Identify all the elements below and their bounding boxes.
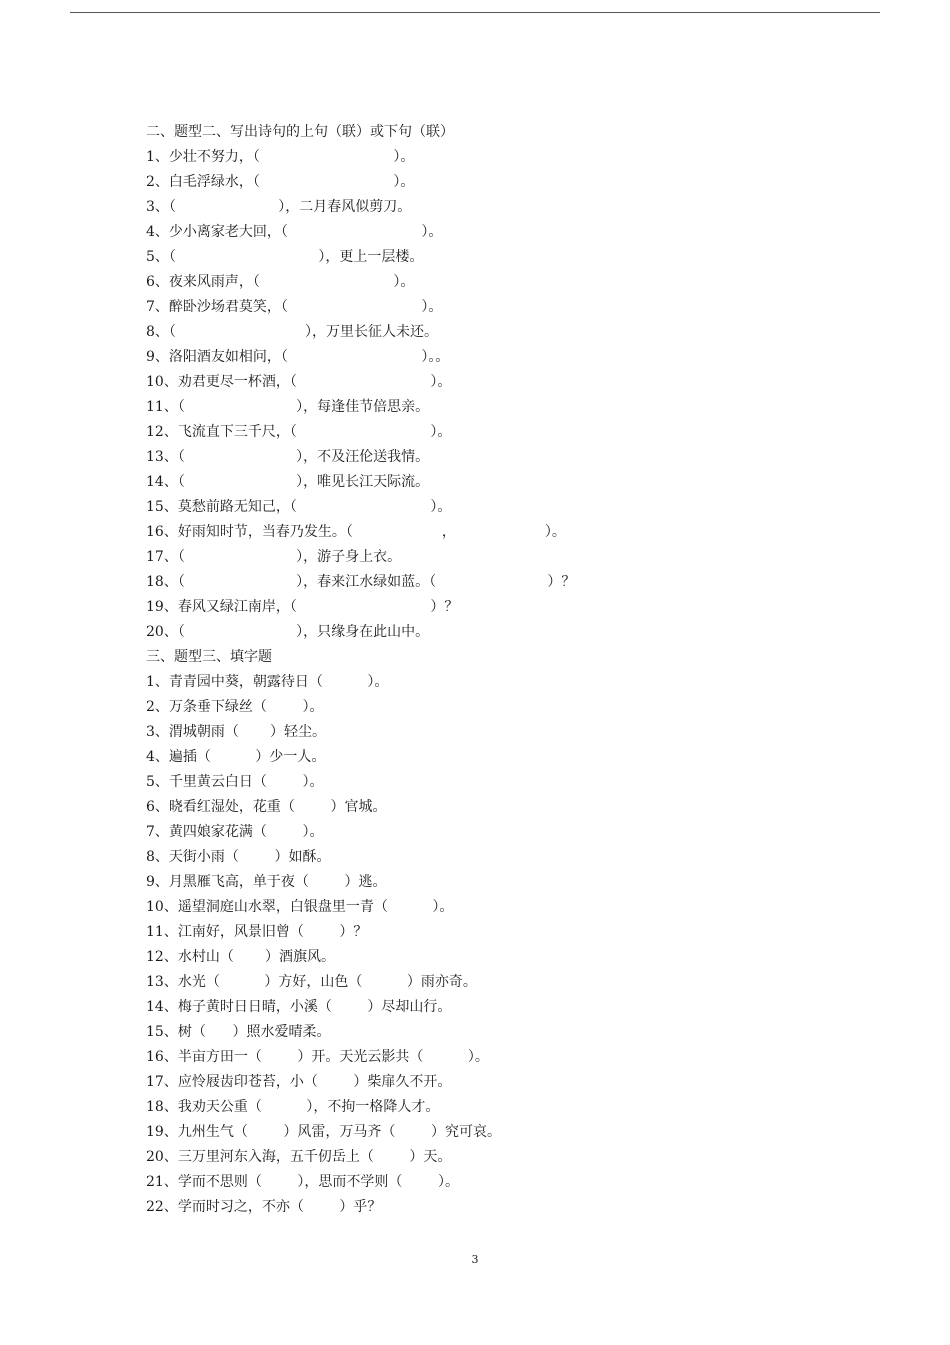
header-rule [70, 12, 880, 13]
question-item: 8、（ ），万里长征人未还。 [146, 324, 438, 340]
question-item: 5、（ ），更上一层楼。 [146, 249, 424, 265]
question-item: 16、半亩方田一（ ）开。天光云影共（ ）。 [146, 1049, 489, 1065]
question-item: 22、学而时习之，不亦（ ）乎？ [146, 1199, 382, 1215]
question-item: 4、遍插（ ）少一人。 [146, 749, 326, 765]
question-item: 1、青青园中葵，朝露待日（ ）。 [146, 674, 389, 690]
question-item: 15、莫愁前路无知己，（ ）。 [146, 499, 452, 515]
question-item: 2、万条垂下绿丝（ ）。 [146, 699, 324, 715]
question-item: 13、水光（ ）方好，山色（ ）雨亦奇。 [146, 974, 477, 990]
question-item: 17、应怜屐齿印苍苔，小（ ）柴扉久不开。 [146, 1074, 452, 1090]
section-2-items [146, 145, 866, 645]
question-item: 5、千里黄云白日（ ）。 [146, 774, 324, 790]
question-item: 17、（ ），游子身上衣。 [146, 549, 402, 565]
question-item: 19、九州生气（ ）风雷，万马齐（ ）究可哀。 [146, 1124, 502, 1140]
question-item: 1、少壮不努力，（ ）。 [146, 149, 415, 165]
question-item: 14、（ ），唯见长江天际流。 [146, 474, 430, 490]
question-item: 6、晓看红湿处，花重（ ）官城。 [146, 799, 387, 815]
question-item: 12、水村山（ ）酒旗风。 [146, 949, 335, 965]
question-item: 7、黄四娘家花满（ ）。 [146, 824, 324, 840]
question-item: 19、春风又绿江南岸，（ ）？ [146, 599, 459, 615]
question-item: 10、劝君更尽一杯酒，（ ）。 [146, 374, 452, 390]
question-item: 10、遥望洞庭山水翠，白银盘里一青（ ）。 [146, 899, 454, 915]
question-item: 15、树（ ）照水爱晴柔。 [146, 1024, 331, 1040]
question-item: 4、少小离家老大回，（ ）。 [146, 224, 443, 240]
question-item: 18、（ ），春来江水绿如蓝。（ ）？ [146, 574, 576, 590]
question-item: 3、（ ），二月春风似剪刀。 [146, 199, 412, 215]
question-item: 18、我劝天公重（ ），不拘一格降人才。 [146, 1099, 440, 1115]
section-2-title: 二、题型二、写出诗句的上句（联）或下句（联） [146, 124, 454, 140]
worksheet-content [146, 120, 866, 1220]
page-number: 3 [471, 1253, 479, 1266]
section-3-items [146, 670, 866, 1220]
section-3-title: 三、题型三、填字题 [146, 649, 272, 665]
question-item: 2、白毛浮绿水，（ ）。 [146, 174, 415, 190]
question-item: 9、洛阳酒友如相问，（ ）。。 [146, 349, 450, 365]
question-item: 14、梅子黄时日日晴，小溪（ ）尽却山行。 [146, 999, 452, 1015]
question-item: 20、（ ），只缘身在此山中。 [146, 624, 430, 640]
question-item: 11、（ ），每逢佳节倍思亲。 [146, 399, 430, 415]
question-item: 16、好雨知时节，当春乃发生。（ ， ）。 [146, 524, 566, 540]
question-item: 9、月黑雁飞高，单于夜（ ）逃。 [146, 874, 387, 890]
question-item: 3、渭城朝雨（ ）轻尘。 [146, 724, 327, 740]
question-item: 20、三万里河东入海，五千仞岳上（ ）天。 [146, 1149, 452, 1165]
question-item: 11、江南好，风景旧曾（ ）？ [146, 924, 368, 940]
question-item: 13、（ ），不及汪伦送我情。 [146, 449, 430, 465]
question-item: 8、天街小雨（ ）如酥。 [146, 849, 331, 865]
question-item: 6、夜来风雨声，（ ）。 [146, 274, 415, 290]
question-item: 21、学而不思则（ ），思而不学则（ ）。 [146, 1174, 460, 1190]
question-item: 12、飞流直下三千尺，（ ）。 [146, 424, 452, 440]
question-item: 7、醉卧沙场君莫笑，（ ）。 [146, 299, 443, 315]
